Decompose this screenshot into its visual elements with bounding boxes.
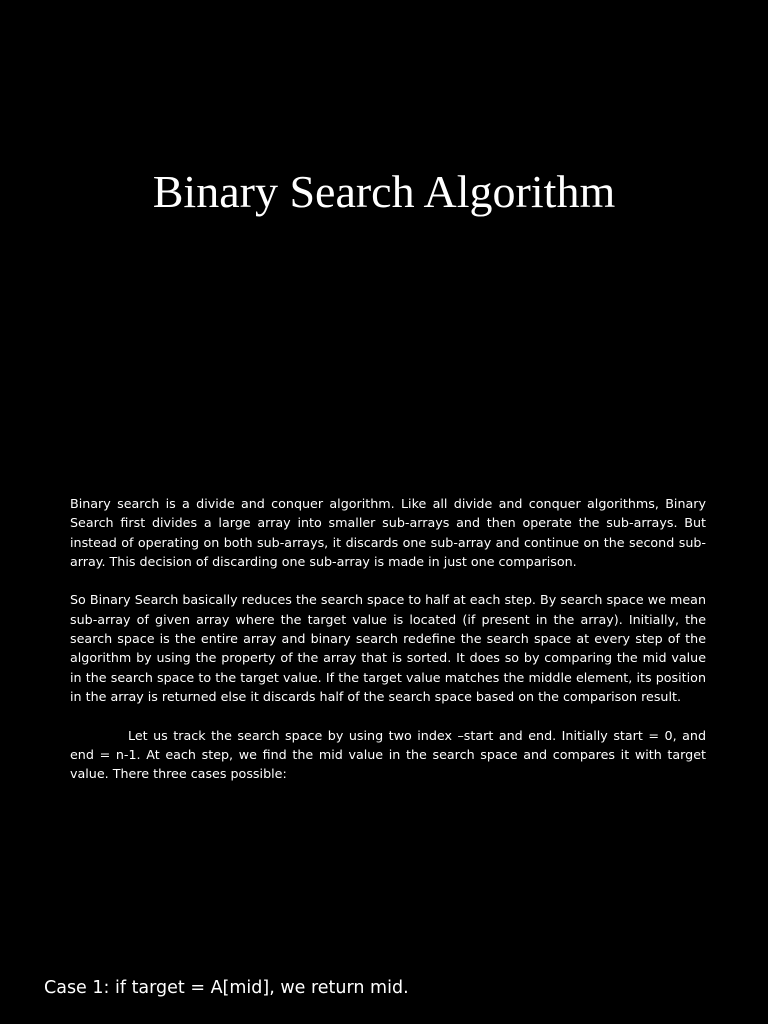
page-title: Binary Search Algorithm (152, 166, 616, 217)
paragraph-search-space: So Binary Search basically reduces the search space to half at each step. By search space we mean sub-array of given array where the target value is located (if present in the array). Initially, the search space is the entire array and binary search redefine the search space at every step of the algorithm by using the property of the array that is sorted. It does so by comparing the mid value in the search space to the target value. If the target value matches the middle element, its position in the array is returned else it discards half of the search space based on the comparison result. (70, 592, 706, 704)
body-text (70, 494, 706, 803)
paragraph-intro: Binary search is a divide and conquer algorithm. Like all divide and conquer algorithms, Binary Search first divides a large array into smaller sub-arrays and then operate the sub-arrays. But instead of operating on both sub-arrays, it discards one sub-array and continue on the second sub-array. This decision of discarding one sub-array is made in just one comparison. (70, 496, 706, 569)
case-1-text: Case 1: if target = A[mid], we return mid. (44, 978, 409, 998)
paragraph-track-indices: Let us track the search space by using two index –start and end. Initially start = 0, and end = n-1. At each step, we find the mid value in the search space and compares it with target value. There three cases possible: (70, 727, 706, 782)
